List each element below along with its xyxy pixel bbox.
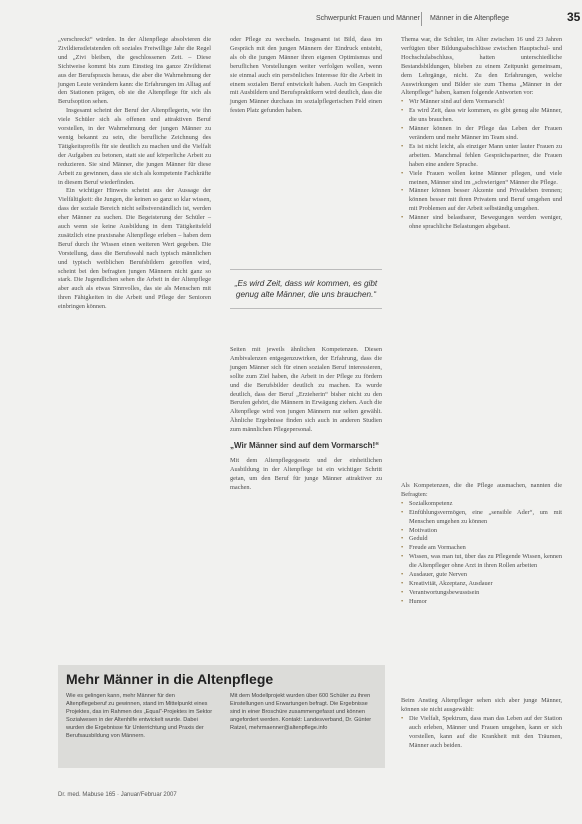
competence-list	[401, 500, 562, 607]
column-2	[230, 36, 382, 116]
paragraph: „verschreckt“ würden. In der Altenpflege absolvieren die Zivildienstleistenden oft soziales Freiwillige Jahr die Regel und „Zivi bleiben, die geschlossenen Zeit. – Diese Sichtweise kommt bis zum Einstieg ins ganze Zivildienst aus der Berufspraxis heraus, die aber die Wahrnehmung der jungen Leute verändern kann: die Erfahrungen im Alltag auf den Stationen prägen, ob sie die Altenpflege für sich als Berufsoption sehen.	[58, 36, 211, 106]
page-header	[0, 10, 582, 28]
list-item: • Freude am Vormachen	[401, 544, 562, 553]
info-box-text-left: Wie es gelingen kann, mehr Männer für den Altenpflegeberuf zu gewinnen, stand im Mittelpunkt eines Projektes, das im Rahmen des „Equal“-Projektes im Sektor Sozialwesen in der Altenhilfe entwickelt wurde. Dabei wurden die Ergebnisse für Unterrichtung und Praxis der Berufsausbildung von Männern.	[66, 693, 213, 739]
page-number: 35	[567, 10, 581, 24]
info-box-text-right: Mit dem Modellprojekt wurden über 600 Schüler zu ihren Einstellungen und Erwartungen befragt. Die Ergebnisse sind in einer Broschüre zusammengefasst und können angefordert werden. Kontakt: Landesverband, Dr. Günter Ratzel, mehrmaenner@altenpflege.info	[230, 693, 372, 731]
section-label: Schwerpunkt Frauen und Männer	[316, 15, 420, 22]
list-item: • Männer können besser Akzente und Privatleben trennen; können besser mit ihren Privatem und Beruf umgehen und mit Problemen auf der Arbeit selbständig umgehen.	[401, 187, 562, 214]
opinion-list	[401, 98, 562, 232]
column-1	[58, 36, 211, 312]
list-item: • Geduld	[401, 535, 562, 544]
list-item: • Einfühlungsvermögen, eine „sensible Ader“, um mit Menschen umgehen zu können	[401, 509, 562, 527]
list-item: • Ausdauer, gute Nerven	[401, 571, 562, 580]
list-item: • Humor	[401, 598, 562, 607]
paragraph: Beim Anstieg Altenpfleger sehen sich aber junge Männer, können sie nicht ausgewählt:	[401, 697, 562, 713]
list-item: • Motivation	[401, 527, 562, 536]
info-box-title: Mehr Männer in die Altenpflege	[66, 671, 274, 687]
paragraph: oder Pflege zu wechseln. Insgesamt ist Bild, dass im Gespräch mit den jungen Männern der Eindruck entsteht, als ob die jungen Männer ihren eigenen Optimismus und beruflichen Vorstellungen weiter verfolgen wollen, wenn sie einmal auch ein persönliches Interesse für die Arbeit in einem sozialen Beruf entwickelt haben. Auch im Gespräch mit Ausbildern und Berufspraktikern wird deutlich, dass die jungen Männer durchaus im sozialpflegerischen Feld einen festen Platz gefunden haben.	[230, 36, 382, 115]
paragraph: Mit dem Altenpflegegesetz und der einheitlichen Ausbildung in der Altenpflege ist ein wichtiger Schritt getan, um den Beruf für junge Männer attraktiver zu machen.	[230, 457, 382, 491]
list-item: • Es wird Zeit, dass wir kommen, es gibt genug alte Männer, die uns brauchen.	[401, 107, 562, 125]
list-item: • Viele Frauen wollen keine Männer pflegen, und viele meinen, Männer sind im „schwierigen“ Männer die Pflege.	[401, 170, 562, 188]
page-footer: Dr. med. Mabuse 165 · Januar/Februar 2007	[58, 792, 177, 798]
paragraph: Seiten mit jeweils ähnlichen Kompetenzen. Diesen Ambivalenzen entgegenzuwirken, der Erfahrung, dass die jungen Männer sich für einen sozialen Beruf interessieren, sollte zum Ziel haben, die Arbeit in der Pflege zu fördern und die Berufsbilder deutlich zu machen. Es wurde deutlich, dass der Beruf „Erzieherin“ bisher nicht zu den Berufen gehört, die Männern in Erwägung ziehen. Auch die Altenpflege wird von jungen Männern nur selten gewählt. Ähnliche Ergebnisse finden sich auch in anderen Studien zum männlichen Pflegepersonal.	[230, 346, 382, 434]
paragraph: Insgesamt scheint der Beruf der Altenpflegerin, wie ihn viele Schüler sich als offenen und attraktiven Beruf vorstellen, in der Wahrnehmung der jungen Männer zu wenig bekannt zu sein, die berufliche Zeichnung des Tätigkeitsprofils für sie deutlich zu machen und die Vielfalt der Aufgaben zu betonen, statt sie auf körperliche Arbeit zu reduzieren. Sie sind Männer, die jungen Männer für diese Arbeit zu gewinnen, dass sie sich als kompetente Fachkräfte in diesem Beruf wiederfinden.	[58, 107, 211, 186]
list-item: • Männer können in der Pflege das Leben der Frauen verändern und mehr Männer im Team sind.	[401, 125, 562, 143]
section-topic: Männer in die Altenpflege	[430, 15, 509, 22]
column-3-competences	[401, 482, 562, 607]
subheading: „Wir Männer sind auf dem Vormarsch!“	[230, 441, 380, 451]
list-item: • Männer sind belastbarer, Bewegungen werden weniger, ohne sprachliche Belastungen abgebaut.	[401, 214, 562, 232]
list-item: • Sozialkompetenz	[401, 500, 562, 509]
paragraph: Thema war, die Schüler, im Alter zwischen 16 und 23 Jahren verfügten über Bildungsabschlüsse zwischen Hauptschul- und Hochschulabschluss, hatten unterschiedliche Bestandsbildungen, blieben zu einem Zeitpunkt gemeinsam, dem Lehrgänge, nicht. Zu den Erfahrungen, welche Auswirkungen und Bilder sie zum Thema „Männer in der Altenpflege“ haben, kamen folgende Antworten vor:	[401, 36, 562, 97]
column-2-continued	[230, 346, 382, 493]
list-item: • Wir Männer sind auf dem Vormarsch!	[401, 98, 562, 107]
pull-quote: „Es wird Zeit, dass wir kommen, es gibt genug alte Männer, die uns brauchen.“	[230, 269, 382, 309]
end-list	[401, 715, 562, 751]
column-3-end	[401, 697, 562, 750]
list-item: • Wissen, was man tut, über das zu Pflegende Wissen, kennen die Altenpfleger ohne Arzt in ihren Rollen arbeiten	[401, 553, 562, 571]
list-item: • Es ist nicht leicht, als einziger Mann unter lauter Frauen zu arbeiten. Manchmal fehlen Gesprächspartner, die Frauen haben eine andere Sprache.	[401, 143, 562, 170]
paragraph: Ein wichtiger Hinweis scheint aus der Aussage der Vielfältigkeit: die Jungen, die keinen so ganz so klar wissen, dass der soziale Bereich nicht selbstverständlich ist, werden eher Männer zu suchen. Die Begeisterung der Schüler – auch wenn sie keine Ausbildung in dem Tätigkeitsfeld zusätzlich eine praxisnahe Altenpflege erleben – haben dem Beruf durch ihr Wissen einen weiteren Wert gegeben. Die Vorstellung, dass die Berufswahl nach typisch männlichen und typisch weiblichen Berufsbildern getroffen wird, scheint bei den befragten jungen Männern nicht ganz so stark. Die Jugendlichen sehen die Arbeit in der Altenpflege aber auch als etwas Sinnvolles, das sie als Menschen mit ihren Fähigkeiten in die Arbeit und Pflege der Senioren einbringen können.	[58, 187, 211, 311]
list-item: • Verantwortungsbewusstsein	[401, 589, 562, 598]
list-item: • Kreativität, Akzeptanz, Ausdauer	[401, 580, 562, 589]
column-3	[401, 36, 562, 232]
paragraph: Als Kompetenzen, die die Pflege ausmachen, nannten die Befragten:	[401, 482, 562, 498]
info-box	[58, 665, 385, 768]
header-divider	[421, 12, 422, 26]
list-item: • Die Vielfalt, Spektrum, dass man das Leben auf der Station auch erleben, Männer und Frauen umgehen, kann er sich vorstellen, kann auf die Krankheit mit den Träumen, Männer auch beiden.	[401, 715, 562, 751]
